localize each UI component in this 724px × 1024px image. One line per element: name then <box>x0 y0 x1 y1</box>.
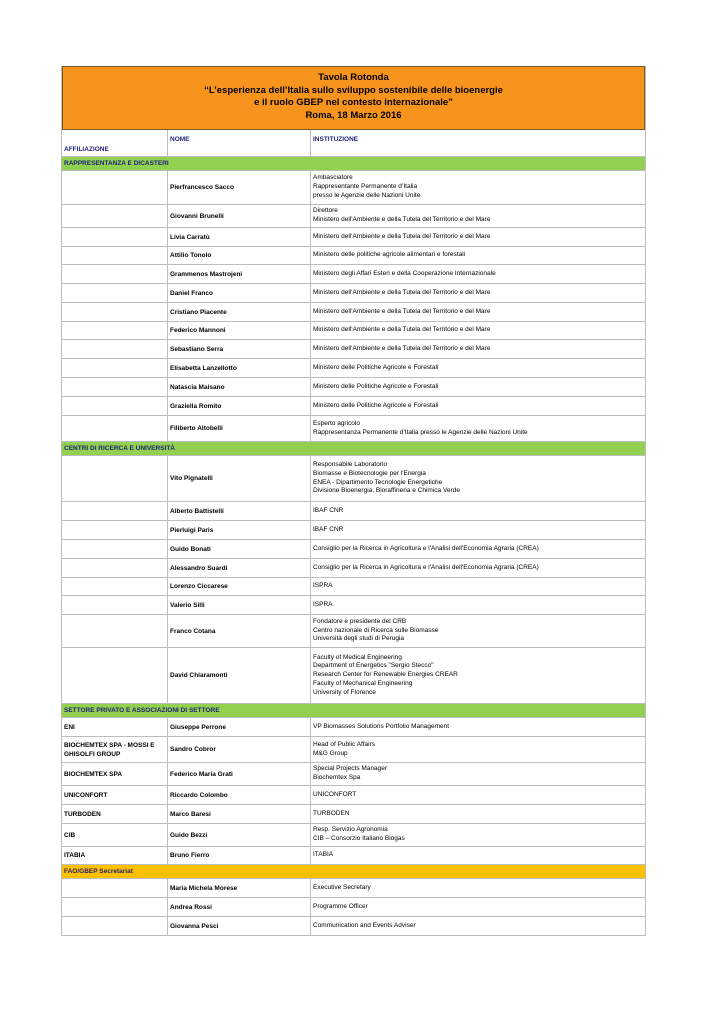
table-row <box>62 456 645 502</box>
institution-line: Ministero dell'Ambiente e della Tutela del Territorio e del Mare <box>313 216 491 223</box>
affiliation-cell <box>62 648 167 703</box>
table-row <box>62 763 645 786</box>
affiliation-cell <box>62 397 167 415</box>
affiliation-cell <box>62 340 167 358</box>
institution-line: ISPRA <box>313 600 333 608</box>
table-row <box>62 416 645 442</box>
name-cell: Andrea Rossi <box>167 898 310 916</box>
institution-cell <box>310 456 645 501</box>
table-row <box>62 228 645 247</box>
table-body <box>62 157 645 936</box>
affiliation-cell <box>62 521 167 539</box>
affiliation-cell <box>62 265 167 283</box>
institution-line: Responsabile Laboratorio <box>313 460 388 468</box>
institution-cell <box>310 917 645 935</box>
institution-cell <box>310 247 645 264</box>
affiliation-cell <box>62 559 167 577</box>
institution-line: Special Projects Manager <box>313 765 388 773</box>
affiliation-cell: CIB <box>64 831 76 839</box>
name-cell: Livia Carratù <box>167 228 310 246</box>
institution-line: ISPRA <box>313 582 333 590</box>
name-cell: Giovanna Pesci <box>167 917 310 935</box>
institution-line: Executive Secretary <box>313 883 371 891</box>
table-row <box>62 648 645 704</box>
affiliation-cell <box>62 228 167 246</box>
institution-cell <box>310 596 645 614</box>
table-row <box>62 265 645 284</box>
affiliation-cell <box>62 596 167 614</box>
institution-line: Research Center for Renewable Energies CREAR <box>313 671 458 679</box>
name-cell: Attilio Tonolo <box>167 247 310 264</box>
table-row <box>62 596 645 615</box>
table-row <box>62 171 645 205</box>
table-row <box>62 559 645 578</box>
institution-line: VP Biomasses Solutions Portfolio Management <box>313 722 450 730</box>
institution-line: Ministero dell'Ambiente e della Tutela del Territorio e del Mare <box>313 232 491 240</box>
institution-line: ITABIA <box>313 851 334 859</box>
institution-cell <box>310 879 645 897</box>
institution-line: IBAF CNR <box>313 525 344 533</box>
affiliation-cell <box>62 502 167 520</box>
institution-line: Consiglio per la Ricerca in Agricoltura e l'Analisi dell'Economia Agraria (CREA) <box>313 544 539 552</box>
affiliation-cell: BIOCHEMTEX SPA <box>64 770 123 778</box>
institution-cell <box>310 502 645 520</box>
institution-cell <box>310 578 645 595</box>
table-row <box>62 247 645 265</box>
name-cell: Federico Maria Grati <box>167 763 310 785</box>
name-cell: Daniel Franco <box>167 284 310 302</box>
name-cell: Giovanni Brunelli <box>167 205 310 227</box>
affiliation-cell <box>62 247 167 264</box>
institution-line: IBAF CNR <box>313 506 344 514</box>
table-row <box>62 521 645 540</box>
affiliation-cell <box>62 322 167 339</box>
name-cell: Riccardo Colombo <box>167 786 310 804</box>
table-row <box>62 917 645 936</box>
institution-cell <box>310 322 645 339</box>
institution-line: University of Florence <box>313 688 376 696</box>
name-cell: Graziella Romito <box>167 397 310 415</box>
institution-cell <box>310 718 645 736</box>
affiliation-cell <box>62 378 167 396</box>
institution-line: Ministero dell'Ambiente e della Tutela del Territorio e del Mare <box>313 307 491 315</box>
name-cell: Lorenzo Ciccarese <box>167 578 310 595</box>
institution-line: UNICONFORT <box>313 790 357 798</box>
name-cell: Elisabetta Lanzellotto <box>167 359 310 377</box>
column-headers <box>62 130 645 157</box>
name-cell: Franco Cotana <box>167 615 310 647</box>
affiliation-cell <box>62 879 167 897</box>
table-row <box>62 284 645 303</box>
name-cell: Cristiano Piacente <box>167 303 310 321</box>
institution-line: Ministero delle Politiche Agricole e Forestali <box>313 363 439 371</box>
affiliation-cell: ENI <box>64 723 75 731</box>
affiliation-cell: ITABIA <box>64 852 86 859</box>
institution-line: Biochemtex Spa <box>313 774 361 781</box>
institution-line: Ministero delle Politiche Agricole e Forestali <box>313 401 439 409</box>
affiliation-cell <box>62 917 167 935</box>
table-row <box>62 502 645 521</box>
institution-cell <box>310 416 645 441</box>
institution-cell <box>310 228 645 246</box>
institution-cell <box>310 824 645 846</box>
institution-cell <box>310 648 645 703</box>
institution-line: TURBODEN <box>313 809 350 817</box>
institution-cell <box>310 359 645 377</box>
institution-line: M&G Group <box>313 749 348 757</box>
institution-line: Ministero degli Affari Esteri e della Cooperazione Internazionale <box>313 269 496 277</box>
institution-cell <box>310 378 645 396</box>
table-row <box>62 847 645 865</box>
title-line-4: Roma, 18 Marzo 2016 <box>305 109 402 121</box>
table-row <box>62 718 645 737</box>
header-institution: INSTITUZIONE <box>310 130 645 156</box>
affiliation-cell: BIOCHEMTEX SPA - MOSSI E GHISOLFI GROUP <box>64 741 155 758</box>
table-row <box>62 879 645 898</box>
participants-table <box>61 66 646 936</box>
institution-cell <box>310 521 645 539</box>
table-row <box>62 322 645 340</box>
institution-line: Communication and Events Adviser <box>313 921 416 929</box>
name-cell: Sebastiano Serra <box>167 340 310 358</box>
table-row <box>62 303 645 322</box>
institution-cell <box>310 540 645 558</box>
institution-line: Ministero dell'Ambiente e della Tutela del Territorio e del Mare <box>313 288 491 296</box>
institution-cell <box>310 559 645 577</box>
institution-line: Faculty of Medical Engineering <box>313 653 402 661</box>
name-cell: Guido Bezzi <box>167 824 310 846</box>
table-row <box>62 824 645 847</box>
name-cell: Guido Bonati <box>167 540 310 558</box>
institution-line: Direttore <box>313 207 338 215</box>
institution-line: Head of Public Affairs <box>313 740 376 748</box>
affiliation-cell <box>62 456 167 501</box>
name-cell: Vito Pignatelli <box>167 456 310 501</box>
title-line-1: Tavola Rotonda <box>318 72 389 83</box>
institution-cell <box>310 340 645 358</box>
name-cell: Giuseppe Perrone <box>167 718 310 736</box>
affiliation-cell <box>62 540 167 558</box>
institution-cell <box>310 737 645 762</box>
institution-line: CIB – Consorzio Italiano Biogas <box>313 835 405 842</box>
table-row <box>62 540 645 559</box>
name-cell: Grammenos Mastrojeni <box>167 265 310 283</box>
institution-cell <box>310 805 645 823</box>
institution-line: Rappresentanza Permanente d’Italia presso le Agenzie delle Nazioni Unite <box>313 428 528 436</box>
name-cell: Natascia Maisano <box>167 378 310 396</box>
header-name: NOME <box>167 130 310 156</box>
institution-cell <box>310 615 645 647</box>
table-row <box>62 378 645 397</box>
name-cell: Alessandro Suardi <box>167 559 310 577</box>
institution-cell <box>310 265 645 283</box>
institution-line: Fondatore e presidente del CRB <box>313 617 407 625</box>
name-cell: Maria Michela Morese <box>167 879 310 897</box>
institution-line: Resp. Servizio Agronomia <box>313 826 388 834</box>
name-cell: Federico Mannoni <box>167 322 310 339</box>
table-row <box>62 359 645 378</box>
institution-line: Ministero dell'Ambiente e della Tutela del Territorio e del Mare <box>313 344 491 352</box>
affiliation-cell <box>62 578 167 595</box>
institution-line: Ministero dell'Ambiente e della Tutela del Territorio e del Mare <box>313 326 491 334</box>
institution-line: Rappresentante Permanente d’Italia <box>313 183 418 191</box>
institution-line: Department of Energetics "Sergio Stecco" <box>313 662 434 670</box>
table-row <box>62 786 645 805</box>
affiliation-cell: UNICONFORT <box>64 791 108 799</box>
institution-line: Divisione Bioenergia, Bioraffineria e Chimica Verde <box>313 487 460 495</box>
affiliation-cell <box>62 898 167 916</box>
header-affiliation: AFFILIAZIONE <box>64 146 109 153</box>
institution-line: Ambasciatore <box>313 174 353 182</box>
table-row <box>62 898 645 917</box>
institution-line: Biomasse e Biotecnologie per l'Energia <box>313 469 426 477</box>
affiliation-cell <box>62 171 167 204</box>
table-row <box>62 737 645 763</box>
name-cell: Marco Baresi <box>167 805 310 823</box>
affiliation-cell <box>62 615 167 647</box>
affiliation-cell <box>62 416 167 441</box>
institution-line: Ministero delle politiche agricole alimentari e forestali <box>313 251 466 259</box>
affiliation-cell <box>62 359 167 377</box>
institution-line: Programme Officer <box>313 902 368 910</box>
name-cell: David Chiaramonti <box>167 648 310 703</box>
institution-cell <box>310 763 645 785</box>
name-cell: Alberto Battistelli <box>167 502 310 520</box>
institution-cell <box>310 847 645 864</box>
institution-line: ENEA - Dipartimento Tecnologie Energetiche <box>313 478 443 486</box>
name-cell: Bruno Fierro <box>167 847 310 864</box>
institution-cell <box>310 171 645 204</box>
affiliation-cell <box>62 303 167 321</box>
institution-cell <box>310 786 645 804</box>
affiliation-cell <box>62 284 167 302</box>
table-row <box>62 578 645 596</box>
institution-line: Università degli studi di Perugia <box>313 635 405 643</box>
section-header: RAPPRESENTANZA E DICASTERI <box>62 157 645 171</box>
section-header: FAO/GBEP Secretariat <box>62 865 645 879</box>
table-row <box>62 805 645 824</box>
table-row <box>62 205 645 228</box>
institution-line: Faculty of Mechanical Engineering <box>313 679 413 687</box>
institution-cell <box>310 205 645 227</box>
section-header: CENTRI DI RICERCA E UNIVERSITÀ <box>62 442 645 456</box>
title-line-2: “L’esperienza dell’Italia sullo sviluppo sostenibile delle bioenergie <box>204 84 503 96</box>
institution-line: Esperto agricolo <box>313 419 360 427</box>
title-banner <box>62 66 645 130</box>
institution-cell <box>310 284 645 302</box>
institution-line: Centro nazionale di Ricerca sulle Biomasse <box>313 626 439 634</box>
section-header: SETTORE PRIVATO E ASSOCIAZIONI DI SETTORE <box>62 704 645 718</box>
institution-line: presso le Agenzie delle Nazioni Unite <box>313 191 421 199</box>
institution-line: Consiglio per la Ricerca in Agricoltura e l'Analisi dell'Economia Agraria (CREA) <box>313 563 539 571</box>
title-line-3: e il ruolo GBEP nel contesto internazionale” <box>254 97 453 108</box>
institution-cell <box>310 397 645 415</box>
name-cell: Pierluigi Paris <box>167 521 310 539</box>
name-cell: Pierfrancesco Sacco <box>167 171 310 204</box>
institution-cell <box>310 898 645 916</box>
table-row <box>62 615 645 648</box>
table-row <box>62 397 645 416</box>
affiliation-cell: TURBODEN <box>64 810 101 818</box>
name-cell: Valerio Silli <box>167 596 310 614</box>
institution-cell <box>310 303 645 321</box>
institution-line: Ministero delle Politiche Agricole e Forestali <box>313 382 439 390</box>
name-cell: Sandro Cobror <box>167 737 310 762</box>
affiliation-cell <box>62 205 167 227</box>
table-row <box>62 340 645 359</box>
name-cell: Filiberto Altobelli <box>167 416 310 441</box>
